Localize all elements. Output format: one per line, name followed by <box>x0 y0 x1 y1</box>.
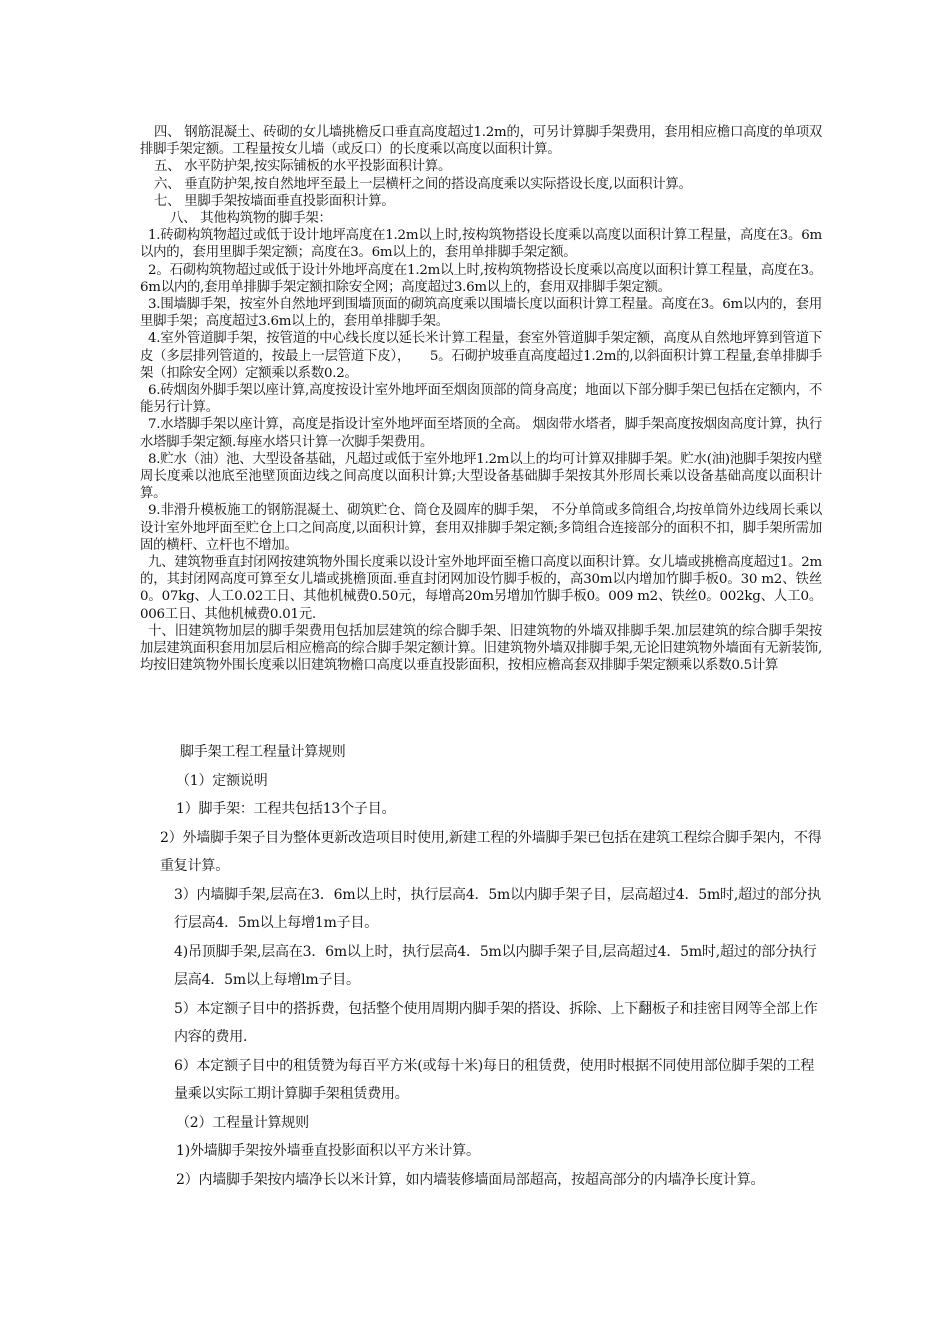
scaffold-rules-text <box>140 124 822 675</box>
para-item-4-5: 4.室外管道脚手架，按管道的中心线长度以延长米计算工程量，套室外管道脚手架定额，高度从自然地坪算到管道下皮（多层排列管道的，按最上一层管道下皮）， 5。石砌护坡垂直高度超过1.2m的,以斜面积计算工程量,套单排脚手架（扣除安全网）定额乘以系数0.2。 <box>140 331 822 381</box>
subheading-quota: （1）定额说明 <box>176 772 268 789</box>
quota-item-2: 2）外墙脚手架子目为整体更新改造项目时使用,新建工程的外墙脚手架已包括在建筑工程综合脚手架内，不得重复计算。 <box>160 829 822 874</box>
para-item-9: 9.非滑升模板施工的钢筋混凝土、砌筑贮仓、筒仓及圆库的脚手架， 不分单筒或多筒组合,均按单筒外边线周长乘以设计室外地坪面至贮仓上口之间高度,以面积计算，套用双排脚手架定额;多筒组合连接部分的面积不扣，脚手架所需加固的横杆、立杆也不增加。 <box>140 503 822 553</box>
para-item-1: 1.砖砌构筑物超过或低于设计地坪高度在1.2m以上时,按构筑物搭设长度乘以高度以面积计算工程量，高度在3。6m以内的，套用里脚手架定额；高度在3。6m以上的，套用单排脚手架定额。 <box>140 228 822 261</box>
para-other-structures: 八、 其他构筑物的脚手架： <box>170 211 332 227</box>
quota-item-3: 3）内墙脚手架,层高在3．6m以上时，执行层高4．5m以内脚手架子目，层高超过4．5m时,超过的部分执行层高4．5m以上每增1m子目。 <box>174 886 821 931</box>
quota-item-6: 6）本定额子目中的租赁赞为每百平方米(或每十米)每日的租赁费，使用时根据不同使用部位脚手架的工程量乘以实际工期计算脚手架租赁费用。 <box>174 1057 815 1102</box>
calculation-rules-text <box>140 738 822 1194</box>
quota-item-1: 1）脚手架：工程共包括13个子目。 <box>176 801 396 817</box>
subheading-rules: （2）工程量计算规则 <box>176 1114 309 1131</box>
para-inner-scaffold: 七、 里脚手架按墙面垂直投影面积计算。 <box>154 193 395 209</box>
section-title: 脚手架工程工程量计算规则 <box>180 744 346 760</box>
para-parapet: 四、 钢筋混凝土、砖砌的女儿墙挑檐反口垂直高度超过1.2m的，可另计算脚手架费用，套用相应檐口高度的单项双排脚手架定额。工程量按女儿墙（或反口）的长度乘以高度以面积计算。 <box>140 125 822 158</box>
para-item-3: 3.围墙脚手架，按室外自然地坪到围墙顶面的砌筑高度乘以围墙长度以面积计算工程量。高度在3。6m以内的，套用里脚手架；高度超过3.6m以上的，套用单排脚手架。 <box>140 297 822 330</box>
para-closure-net: 九、建筑物垂直封闭网按建筑物外围长度乘以设计室外地坪面至檐口高度以面积计算。女儿墙或挑檐高度超过1。2m的，其封闭网高度可算至女儿墙或挑檐顶面.垂直封闭网加设竹脚手板的，高30m以内增加竹脚手板0。30 m2、铁丝0。07kg、人工0.02工日、其他机械费0.50元，每增高20m另增加竹脚手板0。009 m2、铁丝0。002kg、人工0。006工日、其他机械费0.01元. <box>140 555 822 622</box>
para-old-building: 十、旧建筑物加层的脚手架费用包括加层建筑的综合脚手架、旧建筑物的外墙双排脚手架.加层建筑的综合脚手架按加层建筑面积套用加层后相应檐高的综合脚手架定额计算。旧建筑物外墙双排脚手架,无论旧建筑物外墙面有无新装饰,均按旧建筑物外围长度乘以旧建筑物檐口高度以垂直投影面积，按相应檐高套双排脚手架定额乘以系数0.5计算 <box>140 623 822 674</box>
rule-item-2: 2）内墙脚手架按内墙净长以米计算，如内墙装修墙面局部超高，按超高部分的内墙净长度计算。 <box>176 1171 765 1188</box>
para-vertical-guard: 六、 垂直防护架,按自然地坪至最上一层横杆之间的搭设高度乘以实际搭设长度,以面积计算。 <box>154 176 692 192</box>
rule-item-1: 1)外墙脚手架按外墙垂直投影面积以平方米计算。 <box>176 1143 480 1159</box>
para-item-7: 7.水塔脚手架以座计算，高度是指设计室外地坪面至塔顶的全高。 烟囱带水塔者，脚手架高度按烟囱高度计算，执行水塔脚手架定额.每座水塔只计算一次脚手架费用。 <box>140 417 822 450</box>
para-horizontal-guard: 五、 水平防护架,按实际铺板的水平投影面积计算。 <box>154 159 452 175</box>
para-item-2: 2。石砌构筑物超过或低于设计外地坪高度在1.2m以上时,按构筑物搭设长度乘以高度以面积计算工程量，高度在3。6m以内的,套用单排脚手架定额扣除安全网；高度超过3.6m以上的，套用双排脚手架定额。 <box>140 262 822 295</box>
quota-item-4: 4)吊顶脚手架,层高在3．6m以上时，执行层高4．5m以内脚手架子目,层高超过4．5m时,超过的部分执行层高4．5m以上每增lm子目。 <box>174 943 817 988</box>
para-item-6: 6.砖烟囱外脚手架以座计算,高度按设计室外地坪面至烟囱顶部的筒身高度；地面以下部分脚手架已包括在定额内，不能另行计算。 <box>140 383 822 416</box>
quota-item-5: 5）本定额子目中的搭拆费，包括整个使用周期内脚手架的搭设、拆除、上下翻板子和挂密目网等全部上作内容的费用. <box>174 1000 818 1045</box>
para-item-8: 8.贮水（油）池、大型设备基础，凡超过或低于室外地坪1.2m以上的均可计算双排脚手架。贮水(油)池脚手架按内壁周长度乘以池底至池壁顶面边线之间高度以面积计算;大型设备基础脚手架按其外形周长乘以设备基础高度以面积计算。 <box>140 451 822 502</box>
